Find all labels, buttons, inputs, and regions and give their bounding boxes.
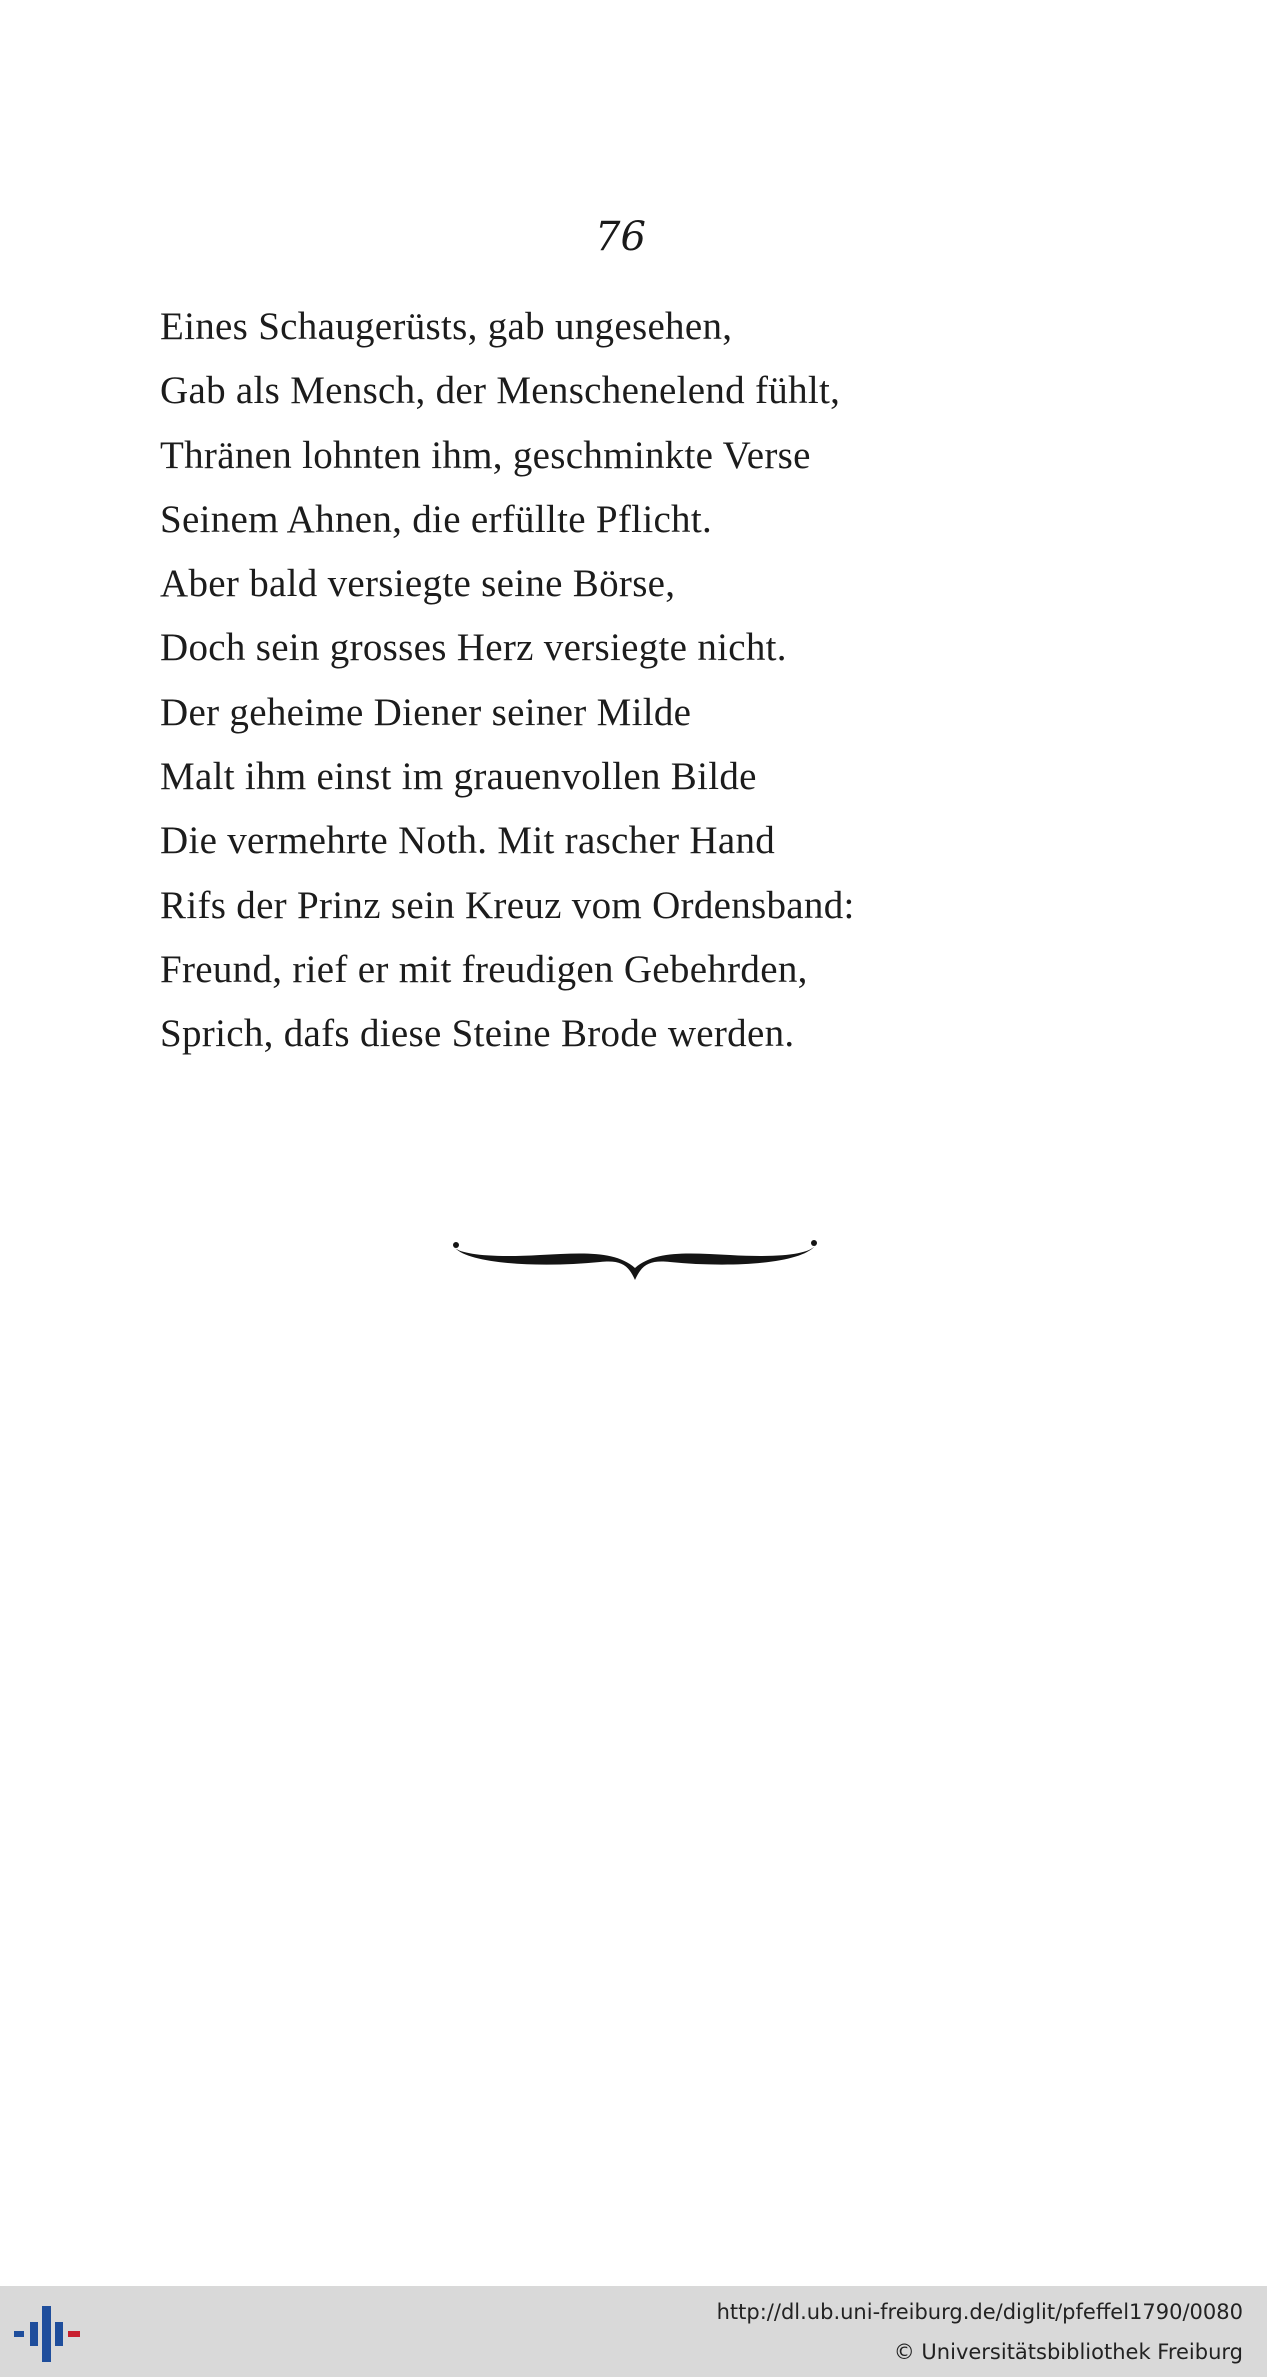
page-number: 76	[595, 214, 646, 260]
poem-line: Die vermehrte Noth. Mit rascher Hand	[160, 819, 776, 863]
ornament-flourish	[450, 1228, 820, 1290]
permalink-url[interactable]: http://dl.ub.uni-freiburg.de/diglit/pfeffel1790/0080	[716, 2300, 1243, 2324]
poem-line: Gab als Mensch, der Menschenelend fühlt,	[160, 369, 841, 413]
poem-line: Seinem Ahnen, die erfüllte Pflicht.	[160, 497, 713, 541]
poem-line: Rifs der Prinz sein Kreuz vom Ordensband:	[160, 883, 855, 927]
poem-line: Malt ihm einst im grauenvollen Bilde	[160, 755, 757, 799]
poem-line: Doch sein grosses Herz versiegte nicht.	[160, 626, 787, 670]
footer-bar	[0, 2286, 1267, 2377]
poem-line: Eines Schaugerüsts, gab ungesehen,	[160, 305, 733, 348]
poem-line: Thränen lohnten ihm, geschminkte Verse	[160, 433, 811, 477]
poem-line: Freund, rief er mit freudigen Gebehrden,	[160, 947, 808, 991]
copyright-text: © Universitätsbibliothek Freiburg	[893, 2340, 1243, 2364]
poem-text	[160, 295, 1060, 1067]
poem-line: Der geheime Diener seiner Milde	[160, 690, 692, 734]
poem-line: Sprich, dafs diese Steine Brode werden.	[160, 1012, 795, 1056]
library-logo-icon[interactable]	[14, 2304, 82, 2362]
poem-line: Aber bald versiegte seine Börse,	[160, 562, 676, 606]
